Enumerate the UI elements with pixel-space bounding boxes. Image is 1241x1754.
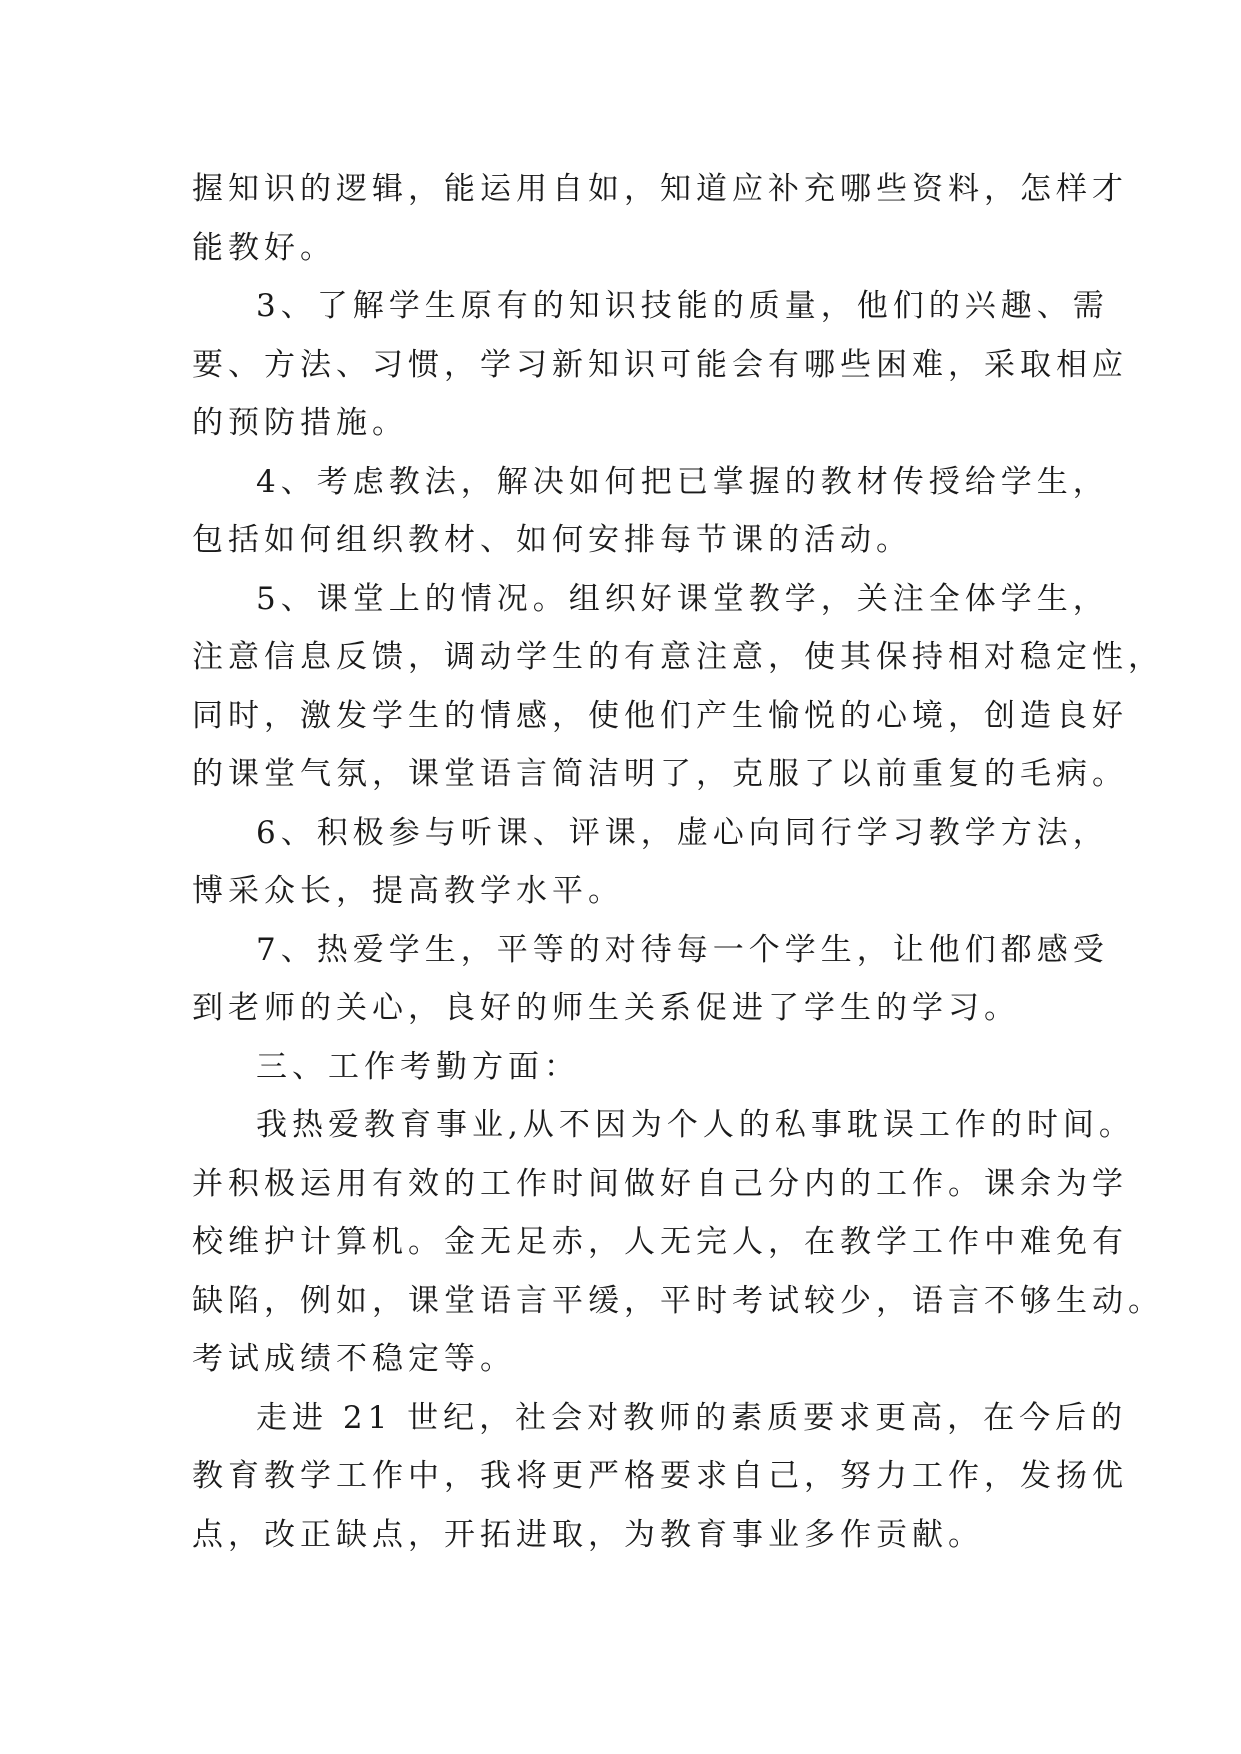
paragraph-9	[192, 1389, 1128, 1448]
text-line: 3、了解学生原有的知识技能的质量，他们的兴趣、需	[256, 288, 1109, 324]
text-line: 并积极运用有效的工作时间做好自己分内的工作。课余为学	[192, 1165, 1128, 1202]
paragraph-4	[192, 570, 1109, 629]
text-line: 我热爱教育事业,从不因为个人的私事耽误工作的时间。	[256, 1107, 1135, 1143]
paragraph-5-cont	[192, 862, 1062, 921]
paragraph-1	[192, 160, 1128, 277]
text-line: 三、工作考勤方面：	[256, 1048, 580, 1085]
paragraph-8-cont	[192, 1155, 1164, 1389]
text-line: 走进 21 世纪，社会对教师的素质要求更高，在今后的	[256, 1399, 1128, 1436]
paragraph-4-cont	[192, 628, 1164, 804]
paragraph-8	[192, 1096, 1135, 1155]
paragraph-6-cont	[192, 979, 1062, 1038]
text-line: 缺陷，例如，课堂语言平缓，平时考试较少，语言不够生动。	[192, 1282, 1164, 1319]
text-line: 注意信息反馈，调动学生的有意注意，使其保持相对稳定性，	[192, 639, 1164, 675]
document-body	[192, 160, 1164, 1564]
text-line: 要、方法、习惯，学习新知识可能会有哪些困难，采取相应	[192, 346, 1128, 383]
text-line: 的预防措施。	[192, 405, 408, 441]
paragraph-3-cont	[192, 511, 1062, 570]
text-line: 博采众长，提高教学水平。	[192, 873, 624, 909]
text-line: 同时，激发学生的情感，使他们产生愉悦的心境，创造良好	[192, 697, 1128, 734]
section-heading	[192, 1038, 1062, 1097]
text-line: 教育教学工作中，我将更严格要求自己，努力工作，发扬优	[192, 1458, 1128, 1494]
paragraph-6	[192, 921, 1109, 980]
text-line: 7、热爱学生，平等的对待每一个学生，让他们都感受	[256, 931, 1109, 968]
text-line: 考试成绩不稳定等。	[192, 1341, 516, 1377]
paragraph-9-cont	[192, 1447, 1128, 1564]
text-line: 包括如何组织教材、如何安排每节课的活动。	[192, 522, 912, 558]
text-line: 6、积极参与听课、评课，虚心向同行学习教学方法，	[256, 814, 1109, 851]
text-line: 5、课堂上的情况。组织好课堂教学，关注全体学生，	[256, 580, 1109, 617]
text-line: 握知识的逻辑，能运用自如，知道应补充哪些资料，怎样才	[192, 171, 1128, 207]
paragraph-3	[192, 453, 1109, 512]
paragraph-5	[192, 804, 1109, 863]
text-line: 能教好。	[192, 229, 336, 266]
text-line: 4、考虑教法，解决如何把已掌握的教材传授给学生，	[256, 463, 1109, 500]
paragraph-2	[192, 277, 1109, 336]
text-line: 的课堂气氛，课堂语言简洁明了，克服了以前重复的毛病。	[192, 756, 1128, 792]
text-line: 点，改正缺点，开拓进取，为教育事业多作贡献。	[192, 1516, 984, 1553]
text-line: 到老师的关心，良好的师生关系促进了学生的学习。	[192, 990, 1020, 1026]
text-line: 校维护计算机。金无足赤，人无完人，在教学工作中难免有	[192, 1224, 1128, 1260]
paragraph-2-cont	[192, 336, 1128, 453]
